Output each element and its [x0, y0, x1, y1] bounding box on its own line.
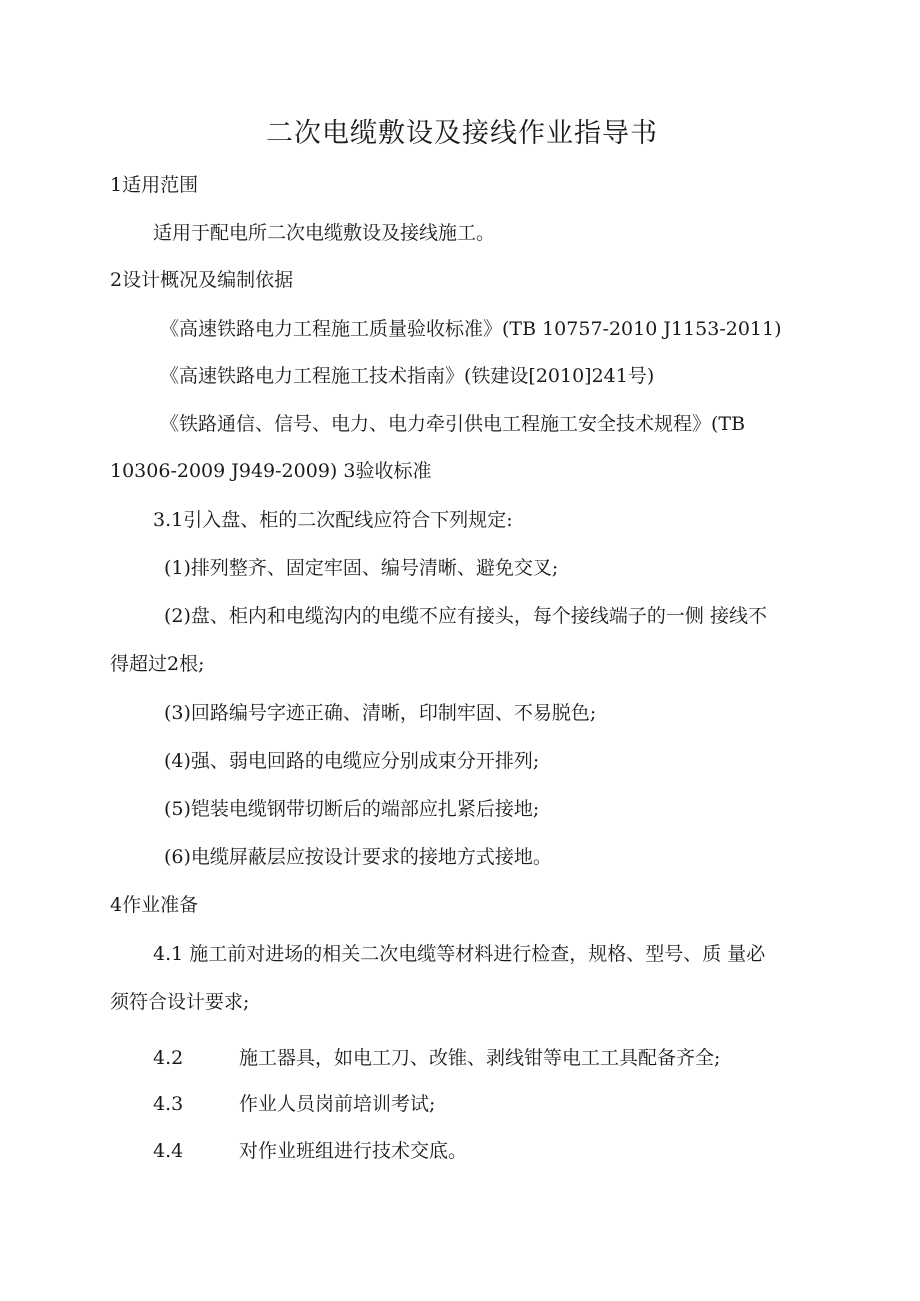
clause-item-2-line-1: (2)盘、柜内和电缆沟内的电缆不应有接头，每个接线端子的一侧 接线不 — [164, 605, 767, 627]
list-item — [153, 1092, 435, 1116]
clause-item-6: (6)电缆屏蔽层应按设计要求的接地方式接地。 — [164, 846, 552, 868]
reference-1: 《高速铁路电力工程施工质量验收标准》(TB 10757-2010 J1153-2011) — [160, 318, 782, 340]
list-item-text: 施工器具，如电工刀、改锥、剥线钳等电工工具配备齐全; — [239, 1047, 721, 1069]
reference-3-line-2: 10306-2009 J949-2009) 3验收标准 — [110, 460, 432, 482]
section-1-body: 适用于配电所二次电缆敷设及接线施工。 — [153, 222, 496, 244]
list-item — [153, 1046, 720, 1070]
section-4-heading: 4作业准备 — [110, 894, 199, 916]
clause-item-5: (5)铠装电缆钢带切断后的端部应扎紧后接地; — [164, 798, 540, 820]
page-title: 二次电缆敷设及接线作业指导书 — [266, 118, 658, 149]
list-item — [153, 1139, 467, 1163]
reference-2: 《高速铁路电力工程施工技术指南》(铁建设[2010]241号) — [160, 365, 655, 387]
list-item-number: 4.2 — [153, 1047, 184, 1069]
clause-4-1-line-1: 4.1 施工前对进场的相关二次电缆等材料进行检查，规格、型号、质 量必 — [153, 943, 766, 965]
list-item-number: 4.3 — [153, 1093, 184, 1115]
section-2-heading: 2设计概况及编制依据 — [110, 269, 294, 291]
list-item-number: 4.4 — [153, 1140, 184, 1162]
list-item-text: 作业人员岗前培训考试; — [239, 1093, 436, 1115]
list-item-text: 对作业班组进行技术交底。 — [239, 1140, 468, 1162]
clause-item-4: (4)强、弱电回路的电缆应分别成束分开排列; — [164, 750, 540, 772]
reference-3-line-1: 《铁路通信、信号、电力、电力牵引供电工程施工安全技术规程》(TB — [160, 413, 746, 435]
clause-item-2-line-2: 得超过2根; — [110, 653, 205, 675]
clause-3-1-intro: 3.1引入盘、柜的二次配线应符合下列规定: — [153, 509, 513, 531]
clause-item-3: (3)回路编号字迹正确、清晰，印制牢固、不易脱色; — [164, 702, 597, 724]
section-1-heading: 1适用范围 — [110, 174, 199, 196]
clause-item-1: (1)排列整齐、固定牢固、编号清晰、避免交叉; — [164, 557, 559, 579]
clause-4-1-line-2: 须符合设计要求; — [110, 991, 250, 1013]
